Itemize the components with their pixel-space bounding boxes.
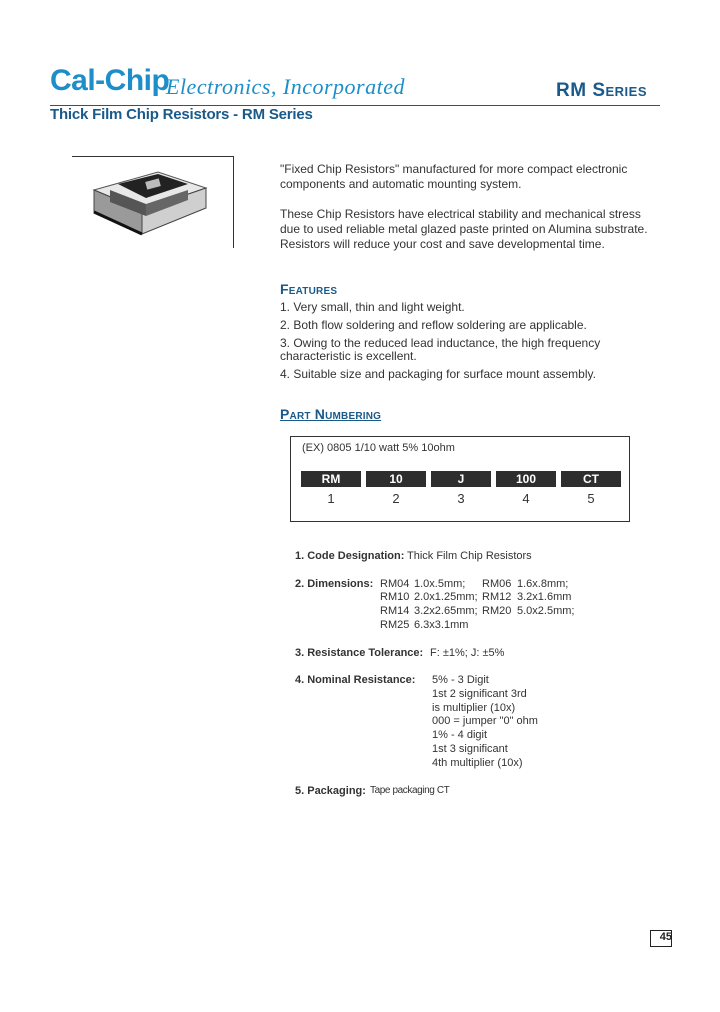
dim-code: RM12 bbox=[482, 591, 512, 603]
intro-paragraph-2: These Chip Resistors have electrical stability and mechanical stress due to used reliable metal glazed paste printed on Alumina substrate. Resistors will reduce your cost and save developmental time. bbox=[280, 207, 648, 251]
dimensions-label: 2. Dimensions: bbox=[295, 578, 374, 590]
code-designation-value: Thick Film Chip Resistors bbox=[407, 550, 532, 562]
nominal-line: 1% - 4 digit bbox=[432, 729, 488, 741]
packaging-label: 5. Packaging: bbox=[295, 785, 366, 797]
dim-code: RM20 bbox=[482, 605, 512, 617]
nominal-line: 1st 3 significant bbox=[432, 743, 508, 755]
code-position: 4 bbox=[522, 491, 530, 506]
dim-value: 2.0x1.25mm; bbox=[414, 591, 478, 603]
feature-item: 3. Owing to the reduced lead inductance, the high frequency characteristic is excellent. bbox=[280, 336, 601, 363]
feature-item: 2. Both flow soldering and reflow soldering are applicable. bbox=[280, 318, 587, 332]
nominal-line: 4th multiplier (10x) bbox=[432, 757, 523, 769]
code-cell-tolerance: J bbox=[431, 471, 491, 487]
dim-code: RM06 bbox=[482, 578, 512, 590]
nominal-line: 5% - 3 Digit bbox=[432, 674, 489, 686]
dim-value: 6.3x3.1mm bbox=[414, 619, 469, 631]
chip-resistor-image bbox=[88, 164, 212, 244]
nominal-line: 000 = jumper "0" ohm bbox=[432, 715, 538, 727]
dim-value: 1.6x.8mm; bbox=[517, 578, 569, 590]
dim-code: RM04 bbox=[380, 578, 410, 590]
nominal-line: is multiplier (10x) bbox=[432, 702, 516, 714]
code-cell-packaging: CT bbox=[561, 471, 621, 487]
part-number-example: (EX) 0805 1/10 watt 5% 10ohm bbox=[302, 442, 455, 454]
brand-subtitle: Electronics, Incorporated bbox=[166, 74, 405, 99]
code-cell-rm: RM bbox=[301, 471, 361, 487]
code-position: 2 bbox=[392, 491, 400, 506]
tolerance-value: F: ±1%; J: ±5% bbox=[430, 647, 505, 659]
intro-paragraph-1: "Fixed Chip Resistors" manufactured for more compact electronic components and automatic mounting system. bbox=[280, 162, 628, 191]
dim-value: 3.2x1.6mm bbox=[517, 591, 572, 603]
image-frame-right bbox=[233, 156, 234, 248]
dim-value: 1.0x.5mm; bbox=[414, 578, 466, 590]
page-number: 45 bbox=[659, 931, 672, 943]
code-cell-resistance: 100 bbox=[496, 471, 556, 487]
feature-item: 1. Very small, thin and light weight. bbox=[280, 300, 465, 314]
packaging-value: Tape packaging CT bbox=[370, 785, 450, 796]
features-heading: Features bbox=[280, 281, 338, 297]
code-position: 5 bbox=[587, 491, 595, 506]
dim-code: RM25 bbox=[380, 619, 410, 631]
nominal-line: 1st 2 significant 3rd bbox=[432, 688, 527, 700]
code-position: 1 bbox=[327, 491, 335, 506]
series-title: RM Series bbox=[556, 80, 648, 101]
image-frame-top bbox=[72, 156, 234, 157]
nominal-resistance-label: 4. Nominal Resistance: bbox=[295, 674, 416, 686]
dim-code: RM14 bbox=[380, 605, 410, 617]
feature-item: 4. Suitable size and packaging for surface mount assembly. bbox=[280, 367, 596, 381]
code-designation-label: 1. Code Designation: bbox=[295, 550, 405, 562]
code-cell-size: 10 bbox=[366, 471, 426, 487]
dim-value: 5.0x2.5mm; bbox=[517, 605, 575, 617]
part-numbering-heading: Part Numbering bbox=[280, 406, 382, 422]
page-subtitle: Thick Film Chip Resistors - RM Series bbox=[50, 106, 313, 123]
dim-value: 3.2x2.65mm; bbox=[414, 605, 478, 617]
brand-logo-text: Cal-Chip bbox=[50, 64, 170, 97]
code-position: 3 bbox=[457, 491, 465, 506]
dim-code: RM10 bbox=[380, 591, 410, 603]
tolerance-label: 3. Resistance Tolerance: bbox=[295, 647, 424, 659]
